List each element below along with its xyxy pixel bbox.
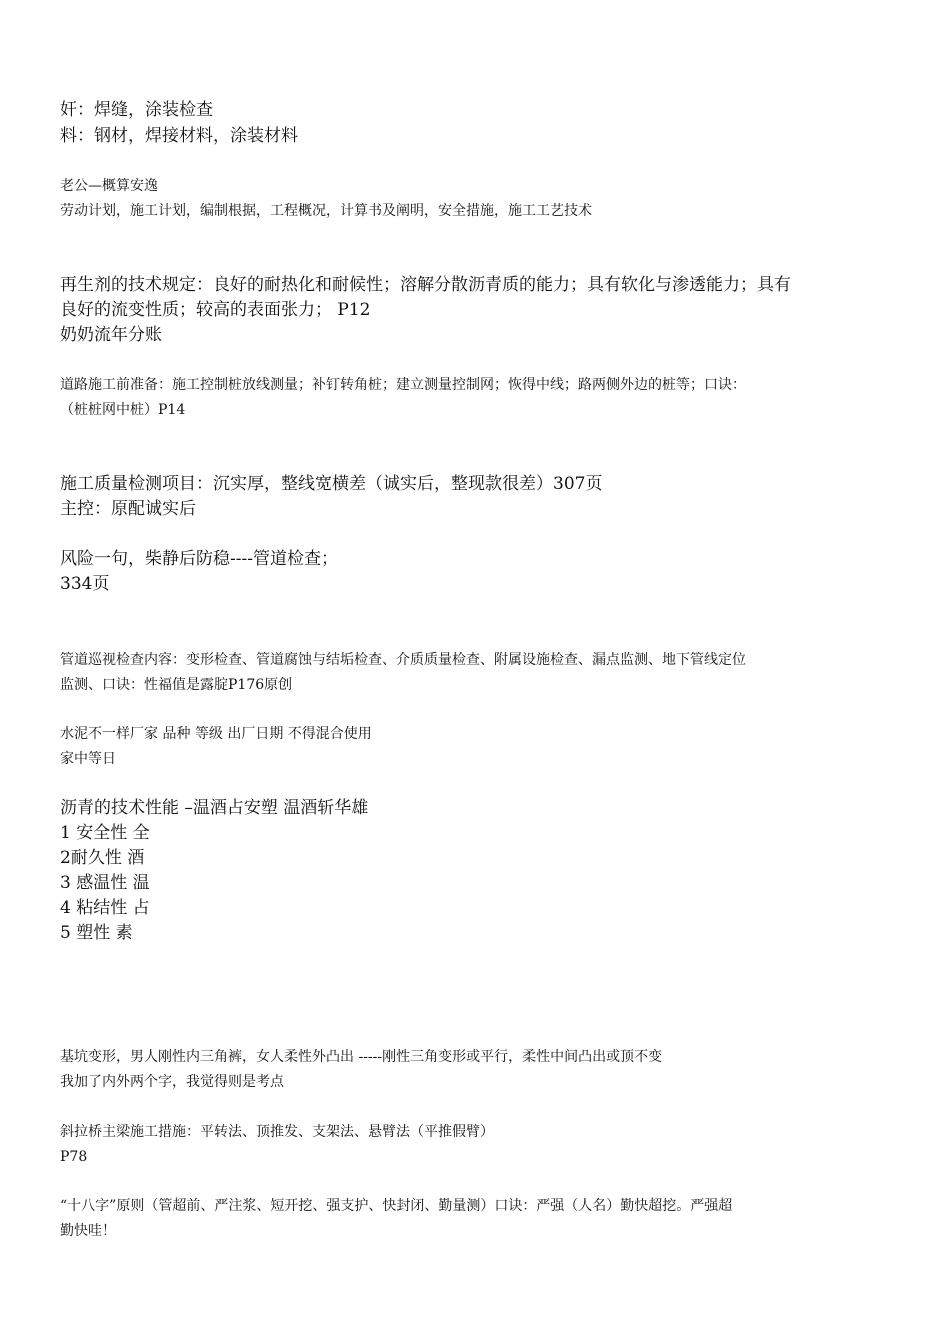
text-line: 良好的流变性质；较高的表面张力； P12 [60, 300, 371, 320]
list-item: 3 感温性 温 [60, 873, 150, 893]
text-line: 风险一句，柴静后防稳----管道检查； [60, 549, 338, 569]
text-line: 道路施工前准备：施工控制桩放线测量；补钉转角桩；建立测量控制网；恢得中线；路两侧外边的桩等；口诀： [60, 377, 746, 393]
text-line: 主控：原配诚实后 [60, 499, 196, 519]
text-line: 勤快哇！ [60, 1223, 116, 1239]
text-line: 334页 [60, 574, 110, 594]
text-line: 奸：焊缝，涂装检查 [60, 100, 213, 120]
text-line: P78 [60, 1149, 88, 1165]
text-line: 基坑变形，男人刚性内三角裤，女人柔性外凸出 -----刚性三角变形或平行，柔性中间凸出或顶不变 [60, 1049, 663, 1065]
text-line: 沥青的技术性能 –温酒占安塑 温酒斩华雄 [60, 798, 369, 818]
text-line: 料：钢材，焊接材料，涂装材料 [60, 126, 298, 146]
text-line: 家中等日 [60, 751, 116, 767]
text-line: “十八字”原则（管超前、严注浆、短开挖、强支护、快封闭、勤量测）口诀：严强（人名）勤快超挖。严强超 [60, 1198, 733, 1214]
text-line: 奶奶流年分账 [60, 325, 162, 345]
text-line: 水泥不一样厂家 品种 等级 出厂日期 不得混合使用 [60, 726, 372, 742]
text-line: 再生剂的技术规定：良好的耐热化和耐候性；溶解分散沥青质的能力；具有软化与渗透能力；具有 [60, 275, 791, 295]
text-line: 老公—概算安逸 [60, 178, 158, 194]
list-item: 5 塑性 素 [60, 923, 133, 943]
text-line: 管道巡视检查内容：变形检查、管道腐蚀与结垢检查、介质质量检查、附属设施检查、漏点监测、地下管线定位 [60, 652, 746, 668]
list-item: 1 安全性 全 [60, 823, 150, 843]
list-item: 2耐久性 酒 [60, 848, 145, 868]
text-line: 监测、口诀：性福值是露腚P176原创 [60, 677, 293, 693]
text-line: 劳动计划，施工计划，编制根据，工程概况，计算书及阐明，安全措施，施工工艺技术 [60, 203, 592, 219]
text-line: 我加了内外两个字，我觉得则是考点 [60, 1074, 284, 1090]
text-line: 斜拉桥主梁施工措施：平转法、顶推发、支架法、悬臂法（平推假臂） [60, 1124, 494, 1140]
text-line: 施工质量检测项目：沉实厚，整线宽横差（诚实后，整现款很差）307页 [60, 474, 603, 494]
text-line: （桩桩网中桩）P14 [60, 402, 186, 418]
list-item: 4 粘结性 占 [60, 898, 150, 918]
